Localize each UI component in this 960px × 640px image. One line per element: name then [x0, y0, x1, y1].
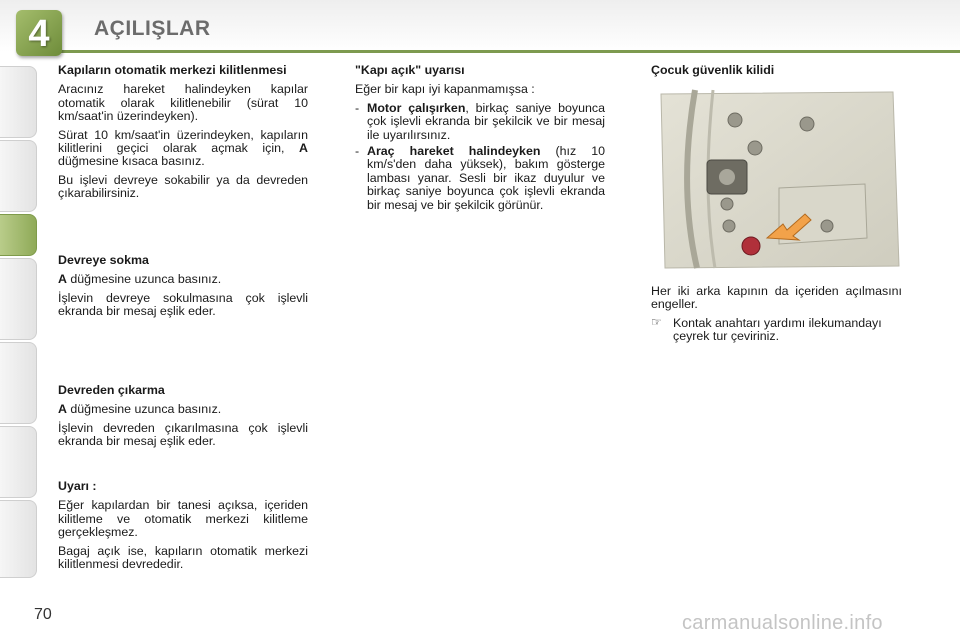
section-title-warning: Uyarı :: [58, 479, 97, 493]
section-title-child-lock: Çocuk güvenlik kilidi: [651, 63, 775, 77]
chapter-tab-4: [0, 258, 37, 340]
child-lock-illustration: [655, 88, 901, 270]
column-left: [58, 64, 308, 206]
paragraph: A düğmesine uzunca basınız.: [58, 272, 222, 287]
header-rule: [18, 50, 960, 53]
paragraph: Eğer kapılardan bir tanesi açıksa, içeriden kilitleme ve otomatik merkezi kilitleme gerçekleşmez.: [58, 498, 308, 540]
paragraph: Sürat 10 km/saat'in üzerindeyken, kapıların kilitlerini geçici olarak açmak için, A düğmesine kısaca basınız.: [58, 127, 308, 169]
chapter-number: 4: [28, 13, 50, 55]
section-title-door-open: "Kapı açık" uyarısı: [355, 63, 465, 77]
watermark: carmanualsonline.info: [682, 612, 883, 634]
paragraph: Bagaj açık ise, kapıların otomatik merkezi kilitlenmesi devrededir.: [58, 543, 308, 572]
pointing-hand-icon: ☞: [651, 314, 662, 329]
paragraph: Bu işlevi devreye sokabilir ya da devreden çıkarabilirsiniz.: [58, 172, 308, 201]
chapter-tab-1: [0, 66, 37, 138]
button-reference: A: [58, 402, 67, 417]
paragraph: İşlevin devreden çıkarılmasına çok işlevli ekranda bir mesaj eşlik eder.: [58, 420, 308, 449]
chapter-badge: [16, 10, 62, 56]
paragraph: Eğer bir kapı iyi kapanmamışsa :: [355, 82, 535, 97]
section-title-activation: Devreye sokma: [58, 253, 149, 267]
page-number: 70: [34, 606, 52, 623]
button-reference: A: [58, 272, 67, 287]
column-right: [651, 64, 902, 83]
instruction-item: ☞ Kontak anahtarı yardımı ilekumandayı çeyrek tur çeviriniz.: [651, 314, 882, 344]
door-lock-drawing: [655, 88, 901, 270]
section-warning: [58, 480, 308, 576]
list-item: - Araç hareket halindeyken (hız 10 km/s'den daha yüksek), bakım gösterge lambası yanar. Sesli bir ikaz duyulur ve birkaç saniye boyunca çok işlevli ekranda bir mesaj ve bir şekilcik görünür.: [355, 144, 605, 212]
chapter-tab-6: [0, 426, 37, 498]
list-item: - Motor çalışırken, birkaç saniye boyunca çok işlevli ekranda bir şekilcik ve bir mesaj ile uyarılırsınız.: [355, 100, 605, 142]
chapter-tab-2: [0, 140, 37, 212]
list-dash: -: [355, 144, 360, 159]
button-reference: A: [299, 141, 308, 156]
section-title-auto-lock: Kapıların otomatik merkezi kilitlenmesi: [58, 63, 287, 77]
paragraph: Aracınız hareket halindeyken kapılar otomatik olarak kilitlenebilir (sürat 10 km/saat'in üzerindeyken).: [58, 82, 308, 124]
child-lock-text: [651, 285, 902, 344]
chapter-tab-7: [0, 500, 37, 578]
list-dash: -: [355, 100, 360, 115]
paragraph: A düğmesine uzunca basınız.: [58, 402, 222, 417]
page-title: AÇILIŞLAR: [94, 17, 211, 40]
paragraph: Her iki arka kapının da içeriden açılmasını engeller.: [651, 284, 902, 312]
section-deactivation: [58, 384, 308, 454]
page-header: [0, 0, 960, 58]
chapter-tab-5: [0, 342, 37, 424]
section-activation: [58, 254, 308, 324]
column-middle: [355, 64, 605, 215]
paragraph: İşlevin devreye sokulmasına çok işlevli ekranda bir mesaj eşlik eder.: [58, 290, 308, 319]
chapter-tab-active: [0, 214, 37, 256]
section-title-deactivation: Devreden çıkarma: [58, 383, 165, 397]
